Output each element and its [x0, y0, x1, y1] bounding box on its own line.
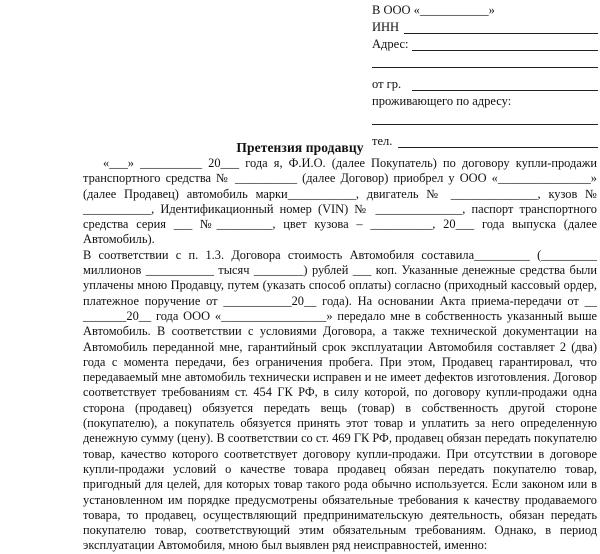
from-fill-line	[412, 90, 598, 91]
addressee-block	[372, 2, 598, 150]
address-fill-line-2	[372, 67, 598, 68]
residing-line: проживающего по адресу:	[372, 94, 512, 108]
document-body	[83, 156, 597, 554]
to-company-line: В ООО «___________»	[372, 3, 495, 17]
residing-fill-row	[372, 110, 598, 127]
paragraph-claim: В соответствии с п. 1.3. Договора стоимость Автомобиля составила_________ (_________ миллионов ___________ тысяч ________) рублей ___ коп. Указанные денежные средства были уплачены мною Продавцу, путем (указать способ оплаты) согласно (приходный кассовый ордер, платежное поручение от ___________20__ года). На основании Акта приема-передачи от __ _______20__ года ООО «_________________» передало мне в собственность указанный выше Автомобиль. В соответствии с условиями Договора, а также технической документации на Автомобиль переданной мне, гарантийный срок эксплуатации Автомобиля составляет 2 (два) года с момента передачи, без ограничения пробега. При этом, Продавец гарантировал, что передаваемый мне автомобиль технически исправен и не имеет дефектов изготовления. Договор соответствует требованиям ст. 454 ГК РФ, в силу которой, по договору купли-продажи одна сторона (продавец) обязуется передать вещь (товар) в собственность другой стороне (покупателю), а покупатель обязуется принять этот товар и уплатить за него определенную денежную сумму (цену). В соответствии со ст. 469 ГК РФ, продавец обязан передать покупателю товар, качество которого соответствует договору купли-продажи. При отсутствии в договоре купли-продажи условий о качестве товара продавец обязан передать покупателю товар, пригодный для целей, для которых товар такого рода обычно используется. Если законом или в установленном им порядке предусмотрены обязательные требования к качеству продаваемого товара, то продавец, осуществляющий предпринимательскую деятельность, обязан передать покупателю товар, соответствующий этим обязательным требованиям. Однако, в период эксплуатации Автомобиля, мною был выявлен ряд неисправностей, именно:	[83, 247, 597, 553]
paragraph-purchase: «___» __________ 20___ года я, Ф.И.О. (далее Покупатель) по договору купли-продажи транспортного средства № __________ (далее Договор) приобрел у ООО «_______________» (далее Продавец) автомобиль марки___________, двигатель № ______________, кузов № ___________, Идентификационный номер (VIN) № ______________, паспорт транспортного средства серия ___ №_________, цвет кузова – __________, 20___ года выпуска (далее Автомобиль).	[83, 156, 597, 247]
address-line: Адрес:	[372, 36, 598, 53]
address-fill-line	[412, 50, 598, 51]
residing-fill-line	[372, 124, 598, 125]
inn-fill-line	[404, 33, 598, 34]
document-title: Претензия продавцу	[236, 140, 364, 155]
address-line-2	[372, 53, 598, 70]
from-line: от гр.	[372, 76, 598, 93]
inn-line: ИНН	[372, 19, 598, 36]
phone-line: тел.	[372, 133, 598, 150]
